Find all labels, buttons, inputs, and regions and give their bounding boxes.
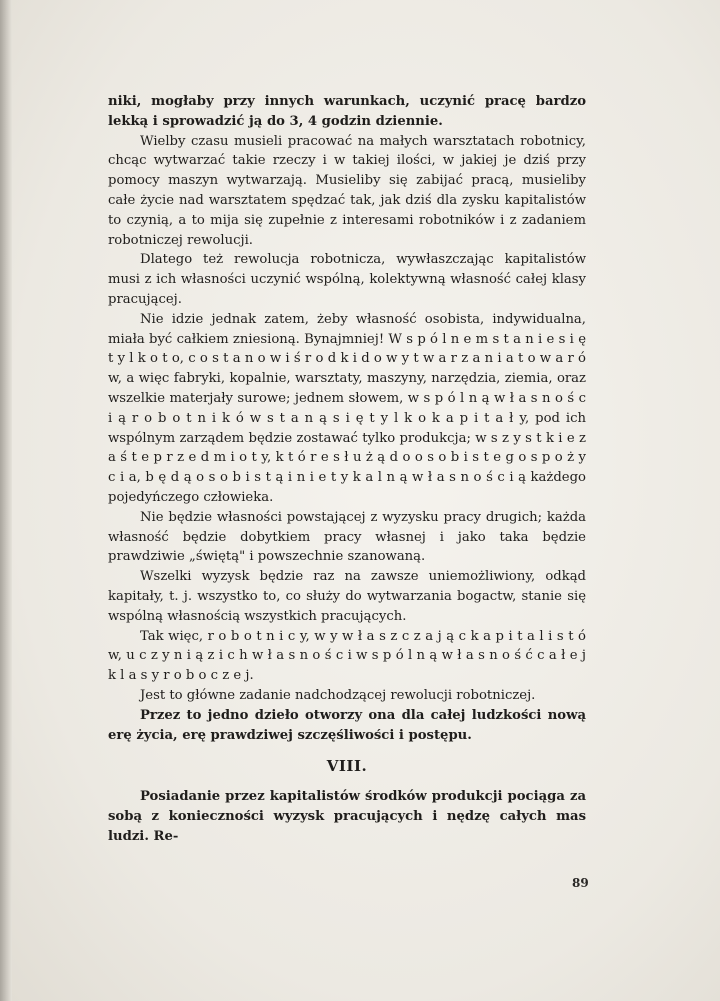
page-binding-edge — [0, 0, 12, 1001]
body-text — [108, 92, 586, 846]
paragraph: Wielby czasu musieli pracować na małych warsztatach robotnicy, chcąc wytwarzać takie rzeczy i w takiej ilości, w jakiej je dziś przy pomocy maszyn wytwarzają. Musieliby się zabijać pracą, musieliby całe życie nad warsztatem spędzać tak, jak dziś dla zysku kapitalistów to czynią, a to mija się zupełnie z interesami robotników i z zadaniem robotniczej rewolucji. — [108, 133, 586, 248]
section-heading: VIII. — [326, 757, 368, 776]
page-number: 89 — [572, 876, 589, 890]
paragraph-continuation: niki, mogłaby przy innych warunkach, uczynić pracę bardzo lekką i sprowadzić ją do 3, 4 godzin dziennie. — [108, 94, 586, 129]
paragraph: Nie będzie własności powstającej z wyzysku pracy drugich; każda własność będzie dobytkiem pracy własnej i jako taka będzie prawdziwie „świętą" i powszechnie szanowaną. — [108, 509, 586, 565]
section-paragraph: Posiadanie przez kapitalistów środków produkcji pociąga za sobą z konieczności wyzysk pracujących i nędzę całych mas ludzi. Re- — [108, 789, 586, 844]
paragraph: Dlatego też rewolucja robotnicza, wywłaszczając kapitalistów musi z ich własności uczynić wspólną, kolektywną własność całej klasy pracującej. — [108, 252, 586, 307]
paragraph: Nie idzie jednak zatem, żeby własność osobista, indywidualna, miała być całkiem zniesioną. Bynajmniej! W s p ó l n e m s t a n i e s i ę t y l k o t o, c o s t a n o w i ś r o d k i d o w y t w a r z a n i a t o w a r ó w, a więc fabryki, kopalnie, warsztaty, maszyny, narzędzia, ziemia, oraz wszelkie materjały surowe; jednem słowem, w s p ó l n ą w ł a s n o ś c i ą r o b o t n i k ó w s t a n ą s i ę t y l k o k a p i t a ł y, pod ich wspólnym zarządem będzie zostawać tylko produkcja; w s z y s t k i e z a ś t e p r z e d m i o t y, k t ó r e s ł u ż ą d o o s o b i s t e g o s p o ż y c i a, b ę d ą o s o b i s t ą i n i e t y k a l n ą w ł a s n o ś c i ą każdego pojedyńczego człowieka. — [108, 311, 586, 505]
paragraph: Jest to główne zadanie nadchodzącej rewolucji robotniczej. — [140, 687, 536, 703]
paragraph: Tak więc, r o b o t n i c y, w y w ł a s z c z a j ą c k a p i t a l i s t ó w, u c z y n i ą z i c h w ł a s n o ś c i w s p ó l n ą w ł a s n o ś ć c a ł e j k l a s y r o b o c z e j. — [108, 628, 586, 684]
paragraph: Wszelki wyzysk będzie raz na zawsze uniemożliwiony, odkąd kapitały, t. j. wszystko to, co służy do wytwarzania bogactw, stanie się wspólną własnością wszystkich pracujących. — [108, 569, 586, 624]
paragraph: Przez to jedno dzieło otworzy ona dla całej ludzkości nową erę życia, erę prawdziwej szczęśliwości i postępu. — [108, 707, 586, 743]
